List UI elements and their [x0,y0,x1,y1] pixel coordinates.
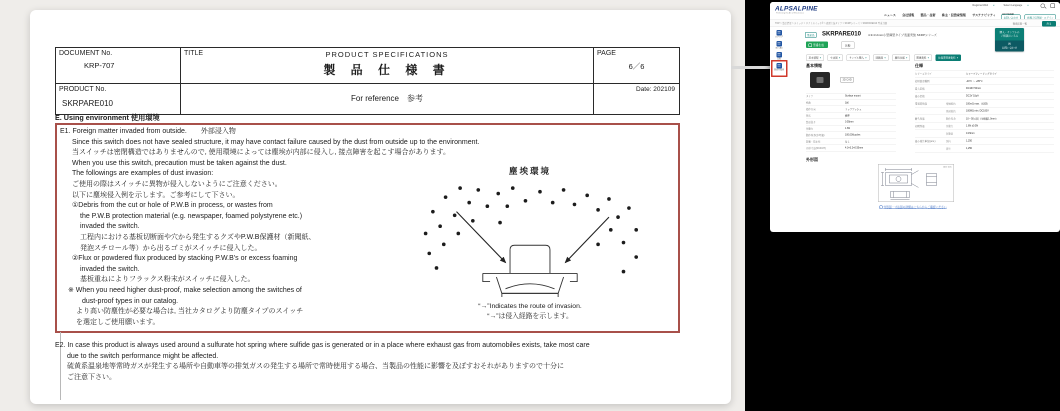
table-row: 最小定格 DC1V 10μA [915,93,1054,101]
annotation-connector [731,66,773,69]
nav-item-sustainability[interactable]: サステナビリティ [972,14,996,17]
filter-chip[interactable]: 関連資料▼ [914,55,932,62]
specs-table [915,70,1054,153]
e1-line: ご使用の際はスイッチに異物が侵入しないようにご注意ください。 [72,180,282,188]
reference-cell [181,84,594,114]
nav-item-company[interactable]: 会社情報 [902,14,915,17]
photo-3d-chip[interactable]: 3D CAD [840,77,854,83]
table-row: 耐久性能 動作寿命 10～50万回（全振幅1.0mm） [915,115,1054,123]
table-row: 作動力 1.6N [806,126,896,133]
contact-widget [995,28,1024,52]
e1-line: invaded the switch. [80,223,140,231]
breadcrumb[interactable]: TOP > 製品情報 > スイッチ > タクトスイッチ® > 表面実装タイプ > SKRPシリーズ > SKRPARE010 型番詳細 [775,22,888,25]
search-results-label: 検索結果一覧 [1012,23,1027,26]
basic-info-heading: 基本情報 [806,63,822,68]
dust-invasion-illustration [400,165,660,321]
product-photo [810,72,830,88]
table-row: 絶縁抵抗 100MΩ min. DC100V [915,108,1054,116]
e1-line: The followings are examples of dust invasion: [72,170,214,178]
generate-part-number-button[interactable]: 型番生成 [806,42,828,49]
filter-chip[interactable]: 基本情報▼ [806,55,824,62]
table-row: 海外 1,250 [915,145,1054,153]
annotation-highlight-box [771,60,788,77]
table-row: 移動量 0.15mm [915,130,1054,138]
back-to-results-button[interactable]: 戻る [1042,21,1056,27]
doc-title-en: PRODUCT SPECIFICATIONS [325,50,449,59]
chevron-down-icon: ▼ [838,57,841,59]
table-row: 動作寿命(参考値) 100,000cycles [806,132,896,139]
specs-heading: 仕様 [915,63,923,68]
chevron-down-icon: ▼ [992,4,995,7]
outline-drawing-box [878,164,954,202]
switch-cross-section-drawing [405,179,655,297]
cad-icon [776,41,782,47]
table-row: 操作方向 トッププッシュ [806,106,896,113]
site-header [770,2,1060,19]
logo-tagline: Perfecting the Art of Electronics [776,11,804,14]
compare-icon [776,52,782,58]
e2-line: 硫黄系温泉地等常時ガスが発生する場所や自動車等の排気ガスの発生する場所で常時使用する場合、当製品の性能に影響を及ぼすおそれがありますので十分に [67,363,564,371]
section-e-title: E. Using environment 使用環境 [55,113,160,122]
dust-dots [424,186,638,273]
search-icon[interactable] [1041,4,1046,9]
e1-line: E1. Foreign matter invaded from outside. 外部浸入物 [60,128,236,135]
dust-environment-label: 塵埃環境 [508,166,551,176]
catalog-icon [776,30,782,36]
chevron-down-icon: ▼ [819,57,822,59]
outline-heading: 外形図 [806,157,818,162]
production-status-badge: 量産品 [807,33,815,37]
table-row: シリーズタイプ シャープフィーリングタイプ [915,70,1054,78]
table-row: 最小発注単位(pcs.) 国内 1,250 [915,138,1054,146]
doc-no-label: DOCUMENT No. [59,50,113,57]
contact-widget-button[interactable]: ✉ お問い合わせ [995,41,1024,52]
chevron-down-icon: ▼ [956,57,959,59]
document-header-table [55,47,680,115]
e2-text-block [55,341,705,383]
e1-line: 以下に塵埃侵入例を示します。ご参考にして下さい。 [72,191,240,199]
breadcrumb-bar [770,19,1060,27]
invasion-arrows [456,212,608,263]
section-filter-chips [806,52,962,61]
table-row: 使用温度範囲 -40℃ ～ +85℃ [915,78,1054,86]
table-row: 初期性能 作動力 1.6N ±0.5N [915,123,1054,131]
contact-widget-text[interactable]: 購入・サンプルの ご相談はこちら [995,28,1024,41]
nav-item-products[interactable]: 製品・技術 [920,14,936,17]
basic-info-table [806,93,896,152]
sidebar-item-compare[interactable]: 比較 [771,52,787,60]
chevron-down-icon: ▼ [927,57,930,59]
title-cell [181,48,594,83]
invasion-caption-ja: “→”は侵入経路を示します。 [487,312,573,320]
e1-line: ※ When you need higher dust-proof, make selection among the switches of [68,286,302,294]
outline-drawing [879,165,954,202]
e1-highlight-box [55,123,680,333]
e1-line: より高い防塵性が必要な場合は, 当社カタログより防塵タイプのスイッチ [76,308,304,316]
e1-line: 発泡スチロール等）から出るゴミがスイッチに侵入した。 [80,244,262,252]
table-row: 防塵・防水性 なし [806,139,896,146]
chevron-down-icon: ▼ [884,57,887,59]
sidebar-item-3dcad[interactable]: 3D CAD [771,41,787,49]
product-no-value: SKRPARE010 [62,99,113,108]
e1-line: ①Debris from the cut or hole of P.W.B in process, or wastes from [72,202,273,210]
spec-document-page [30,10,731,404]
product-number-title: SKRPARE010 [822,30,861,37]
e1-line: the P.W.B protection material (e.g. newspaper, foamed polystyrene etc.) [80,212,303,220]
e1-line: を選定しご使用願います。 [76,318,160,326]
date-cell [594,84,679,114]
table-row: 製品高さ 0.55mm [806,119,896,126]
chevron-down-icon: ▼ [905,57,908,59]
compare-button[interactable]: 比較 [841,42,855,50]
filter-chip[interactable]: 寸法図▼ [828,55,843,62]
e1-line: When you use this switch, precaution must be taken against the dust. [72,159,287,167]
table-row: 極数 1極 [806,100,896,107]
filter-chip-active[interactable]: 仕様書関連資料▼ [935,55,960,62]
doc-no-value: KRP-707 [84,61,115,70]
chevron-down-icon: ▼ [865,57,867,59]
table-row: 電気的性能 接触抵抗 100mΩ max.（初期） [915,100,1054,108]
chevron-down-icon: ▼ [1027,4,1029,7]
e2-line: ご注意下さい。 [67,373,116,381]
page-cell [594,48,679,83]
e1-line: invaded the switch. [80,265,140,273]
e2-line: E2. In case this product is always used around a sulfurate hot spring where sulfide gas is generated or in a place where exhaust gas from automobiles exists, take most care [55,342,590,349]
reference-text: For reference 参考 [350,94,424,103]
outline-download-link[interactable]: ↓ 外形図・寸法図の詳細はこちらからご確認ください [880,206,947,209]
select-language-link[interactable]: Select Language ▼ [1003,4,1029,7]
product-subtitle: 4.3×3.2mm小型薄型タイプ表面実装 SKRPシリーズ [868,34,937,37]
doc-title-ja: 製 品 仕 様 書 [323,63,451,77]
table-row: タイプ Surface mount [806,93,896,100]
table-row: 最大定格 DC16V 50mA [915,85,1054,93]
table-row: 形状 標準 [806,113,896,120]
sidebar-item-spec-sheet[interactable]: 製品仕様書 [771,63,787,71]
e1-line: 基板重ねによりフラックス粉末がスイッチに侵入した。 [80,276,255,284]
filter-chip[interactable]: 梱包仕様▼ [892,55,910,62]
download-icon: ↓ [880,206,882,209]
e1-line: Since this switch does not have sealed structure, it may have contact failure caused by the dust from outside up to the environment. [72,138,480,146]
utility-links [965,4,1029,7]
table-row: 外形寸法(W×D×H) 4.3×3.2×0.55mm [806,145,896,152]
e2-line: due to the switch performance might be affected. [67,352,219,360]
date-value: Date: 202109 [635,86,675,93]
product-no-cell [56,84,181,114]
e1-line: ②Flux or powdered flux produced by stacking P.W.B's or excess foaming [72,255,298,263]
product-no-label: PRODUCT No. [59,86,107,93]
page-label: PAGE [597,50,616,57]
e1-line: dust-proof types in our catalog. [82,297,179,305]
regional-web-link[interactable]: Regional Web ▼ [972,4,995,7]
filter-chip[interactable]: サンプル購入▼ [847,55,870,62]
mail-icon: ✉ [1008,42,1011,46]
page-value: 6／6 [628,62,645,71]
alps-alpine-logo[interactable]: ALPSALPINE [775,4,818,12]
invasion-caption-en: “→”Indicates the route of invasion. [478,303,582,310]
nav-item-news[interactable]: ニュース [884,14,896,17]
e1-line: 工程内における基板切断面や穴から発生するクズやP.W.B保護材（新聞紙、 [80,233,316,241]
sidebar-item-catalog[interactable]: カタログ [771,30,787,38]
title-label: TITLE [184,50,204,57]
unit-label: Unit: mm [943,165,952,168]
filter-chip[interactable]: 回路図▼ [873,55,888,62]
nav-item-ir[interactable]: 株主・投資家情報 [941,14,966,17]
doc-no-cell [56,48,181,83]
browser-window [770,2,1060,232]
e1-line: 当スイッチは密閉構造ではありませんので, 使用環境によっては塵埃が内部に侵入し, 接点障害を起こす場合があります。 [72,149,450,157]
bookmark-icon[interactable] [1051,4,1056,9]
